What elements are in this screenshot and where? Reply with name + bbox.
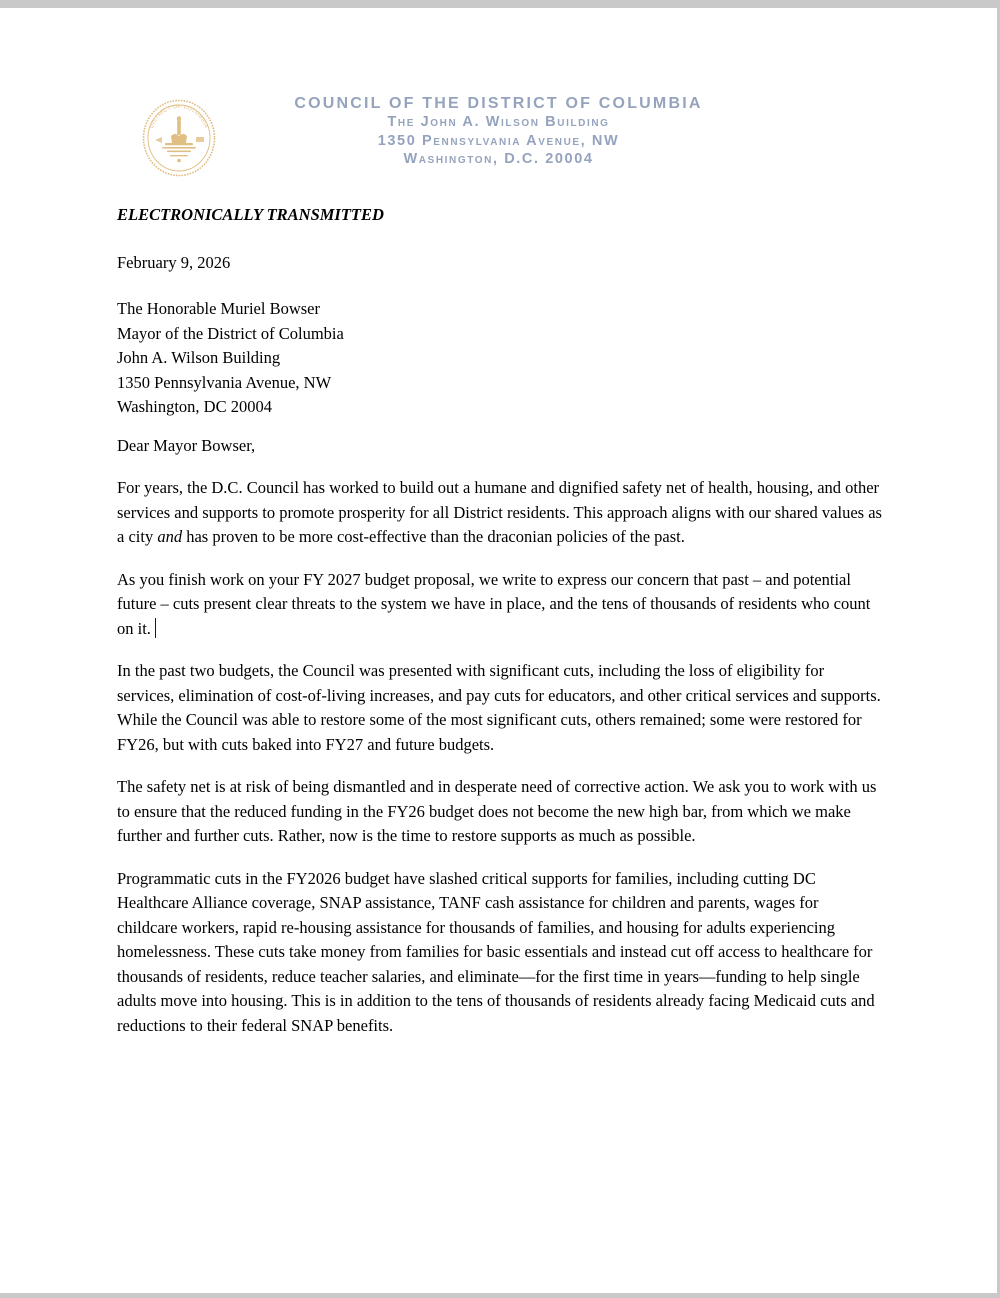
letter-date[interactable]: February 9, 2026 (117, 252, 231, 272)
transmittal-notice[interactable]: ELECTRONICALLY TRANSMITTED (117, 205, 384, 224)
recipient-name: The Honorable Muriel Bowser (117, 299, 320, 318)
letterhead-address (0, 94, 997, 169)
paragraph-3[interactable]: In the past two budgets, the Council was presented with significant cuts, including the loss of eligibility for services, elimination of cost-of-living increases, and pay cuts for educators, and other critical services and supports. While the Council was able to restore some of the most significant cuts, others remained; some were restored for FY26, but with cuts baked into FY27 and future budgets. (117, 661, 881, 754)
paragraph-1[interactable] (117, 476, 883, 550)
paragraph-1-text-end: has proven to be more cost-effective than the draconian policies of the past. (182, 527, 685, 546)
letterhead (0, 8, 997, 188)
recipient-street: 1350 Pennsylvania Avenue, NW (117, 372, 332, 392)
letterhead-street: 1350 Pennsylvania Avenue, NW (377, 132, 620, 149)
letterhead-org-name: COUNCIL OF THE DISTRICT OF COLUMBIA (294, 95, 703, 112)
letterhead-city: Washington, D.C. 20004 (403, 151, 594, 167)
paragraph-2-text: As you finish work on your FY 2027 budget proposal, we write to express our concern that past – and potential future – cuts present clear threats to the system we have in place, and the tens of thousands of residents who count on it. (117, 569, 871, 638)
recipient-building: John A. Wilson Building (117, 348, 281, 367)
letter-body[interactable] (117, 203, 883, 1056)
paragraph-1-text: For years, the D.C. Council has worked to build out a humane and dignified safety net of health, housing, and other services and supports to promote prosperity for all District residents. This approach aligns with our shared values as a city (117, 478, 882, 546)
recipient-title: Mayor of the District of Columbia (117, 323, 344, 343)
letterhead-building: The John A. Wilson Building (387, 114, 610, 130)
paragraph-2[interactable] (117, 568, 883, 642)
recipient-address[interactable] (117, 297, 883, 420)
paragraph-1-italic-word: and (157, 527, 183, 546)
paragraph-5[interactable]: Programmatic cuts in the FY2026 budget have slashed critical supports for families, including cutting DC Healthcare Alliance coverage, SNAP assistance, TANF cash assistance for children and parents, wages for childcare workers, rapid re-housing assistance for thousands of families, and housing for adults experiencing homelessness. These cuts take money from families for basic essentials and instead cut off access to healthcare for thousands of residents, reduce teacher salaries, and eliminate—for the first time in years—funding to help single adults move into housing. This is in addition to the tens of thousands of residents already facing Medicaid cuts and reductions to their federal SNAP benefits. (117, 868, 875, 1035)
salutation[interactable]: Dear Mayor Bowser, (117, 435, 256, 455)
recipient-city: Washington, DC 20004 (117, 397, 272, 416)
svg-text:DISTRICT OF COLUMBIA: DISTRICT OF COLUMBIA (149, 103, 209, 130)
letter-page[interactable] (0, 8, 997, 1293)
paragraph-4[interactable]: The safety net is at risk of being dismantled and in desperate need of corrective action. We ask you to work with us to ensure that the reduced funding in the FY26 budget does not become the new high bar, from which we make further and further cuts. Rather, now is the time to restore supports as much as possible. (117, 777, 877, 845)
text-cursor (155, 618, 157, 638)
